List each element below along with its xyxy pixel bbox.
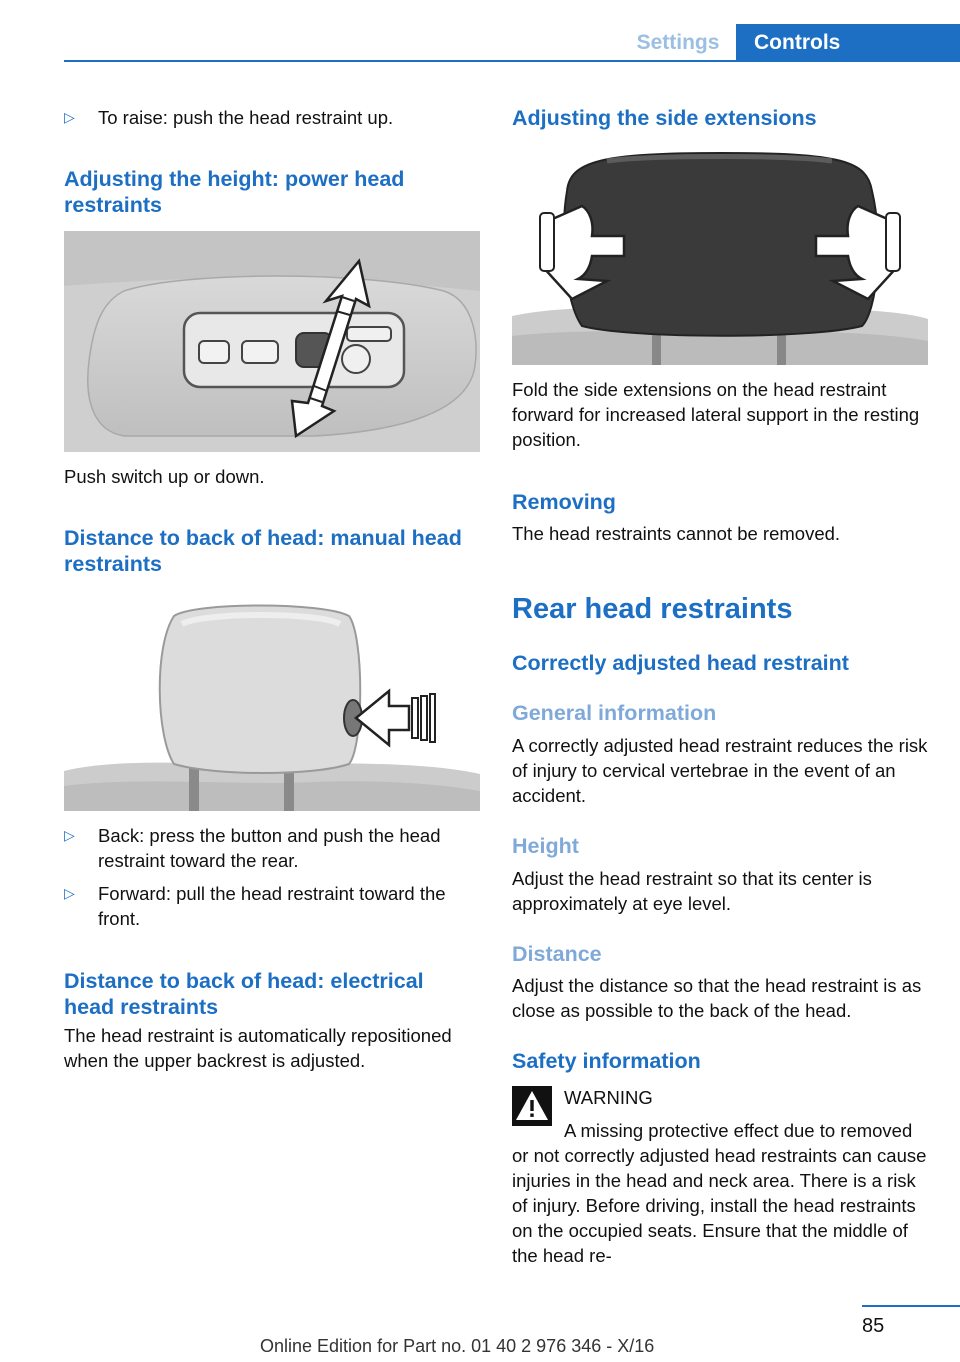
seat-switch-image [64,231,480,452]
heading-general: General information [512,701,717,725]
warning-label: WARNING [564,1087,653,1108]
heading-distance-manual: Distance to back of head: manual head restraints [64,526,462,576]
list-item-forward: ▷ Forward: pull the head restraint toward the front. [64,883,446,929]
bullet-triangle-icon: ▷ [64,885,75,901]
heading-distance-electrical: Distance to back of head: electrical head restraints [64,969,424,1019]
head-restraint-button-image [64,596,480,811]
footer-rule [862,1305,960,1307]
heading-height: Height [512,834,579,858]
heading-correctly: Correctly adjusted head restraint [512,651,849,675]
text-height: Adjust the head restraint so that its center is approximately at eye level. [512,868,872,914]
tab-controls[interactable]: Controls [736,24,960,62]
edition-text: Online Edition for Part no. 01 40 2 976 346 - X/16 [260,1336,655,1356]
heading-removing: Removing [512,490,616,514]
heading-rear: Rear head restraints [512,593,793,625]
warning-text: A missing protective effect due to removed or not correctly adjusted head restraints can cause injuries in the head and neck area. There is a risk of injury. Before driving, install the head restraints on the occupied seats. Ensure that the middle of the head re- [512,1120,927,1266]
header-rule [64,60,960,62]
side-extensions-image [512,151,928,365]
bullet-triangle-icon: ▷ [64,827,75,843]
list-item-back: ▷ Back: press the button and push the head restraint toward the rear. [64,825,441,871]
bullet-triangle-icon: ▷ [64,109,75,125]
heading-power-height: Adjusting the height: power head restraints [64,167,405,217]
text-general: A correctly adjusted head restraint reduces the risk of injury to cervical vertebrae in the event of an accident. [512,735,928,806]
heading-distance: Distance [512,942,602,966]
page-number: 85 [862,1315,885,1337]
text-push-switch: Push switch up or down. [64,466,265,487]
text-fold-side: Fold the side extensions on the head restraint forward for increased lateral support in the resting position. [512,379,920,450]
text-electrical: The head restraint is automatically repositioned when the upper backrest is adjusted. [64,1025,452,1071]
text-removing: The head restraints cannot be removed. [512,523,841,544]
heading-side-extensions: Adjusting the side extensions [512,106,817,130]
text-distance: Adjust the distance so that the head restraint is as close as possible to the back of the head. [512,975,922,1021]
list-item-raise: ▷ To raise: push the head restraint up. [64,107,394,128]
heading-safety: Safety information [512,1049,701,1073]
tab-settings[interactable]: Settings [636,31,720,54]
